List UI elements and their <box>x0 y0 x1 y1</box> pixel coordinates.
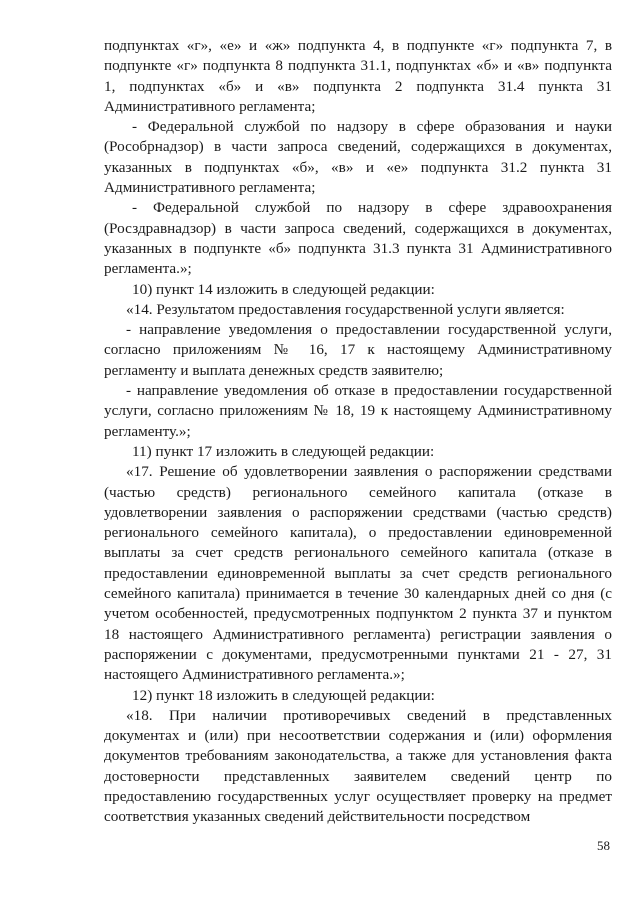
paragraph-rosobrnadzor: - Федеральной службой по надзору в сфере образования и науки (Рособрнадзор) в части запроса сведений, содержащихся в документах, указанных в подпунктах «б», «в» и «е» подпункта 31.2 пункта 31 Административного регламента; <box>104 118 612 197</box>
document-body <box>104 36 612 828</box>
paragraph-clause-14: «14. Результатом предоставления государственной услуги является: <box>126 300 565 318</box>
paragraph-item-11: 11) пункт 17 изложить в следующей редакции: <box>132 442 435 460</box>
paragraph-notice-granted: - направление уведомления о предоставлении государственной услуги, согласно приложениям № 16, 17 к настоящему Административному регламенту и выплата денежных средств заявителю; <box>104 321 612 379</box>
paragraph-continuation: подпунктах «г», «е» и «ж» подпункта 4, в подпункте «г» подпункта 7, в подпункте «г» подпункта 8 подпункта 31.1, подпунктах «б» и «в» подпункта 1, подпунктах «б» и «в» подпункта 2 подпункта 31.4 пункта 31 Административного регламента; <box>104 37 612 115</box>
paragraph-clause-18: «18. При наличии противоречивых сведений в представленных документах и (или) при несоответствии содержания и (или) оформления документов требованиям законодательства, а также для установления факта достоверности представленных заявителем сведений центр по предоставлению государственных услуг осуществляет проверку на предмет соответствия указанных сведений действительности посредством <box>104 706 612 826</box>
paragraph-clause-17: «17. Решение об удовлетворении заявления о распоряжении средствами (частью средств) регионального семейного капитала (отказе в удовлетворении заявления о распоряжении средствами (частью средств) регионального семейного капитала), о предоставлении единовременной выплаты за счет средств регионального семейного капитала (отказе в предоставлении единовременной выплаты за счет средств регионального семейного капитала) принимается в течение 30 календарных дней со дня (с учетом особенностей, предусмотренных подпунктом 2 пункта 37 и пунктом 18 настоящего Административного регламента) регистрации заявления о распоряжении с документами, предусмотренными пунктами 21 - 27, 31 настоящего Административного регламента.»; <box>104 463 612 684</box>
page-number: 58 <box>597 838 610 853</box>
paragraph-notice-refusal: - направление уведомления об отказе в предоставлении государственной услуги, согласно приложениям № 18, 19 к настоящему Административному регламенту.»; <box>104 382 612 440</box>
paragraph-item-12: 12) пункт 18 изложить в следующей редакции: <box>132 686 435 704</box>
paragraph-roszdravnadzor: - Федеральной службой по надзору в сфере здравоохранения (Росздравнадзор) в части запроса сведений, содержащихся в документах, указанных в подпункте «б» подпункта 31.3 пункта 31 Административного регламента.»; <box>104 199 612 278</box>
paragraph-item-10: 10) пункт 14 изложить в следующей редакции: <box>132 280 435 298</box>
